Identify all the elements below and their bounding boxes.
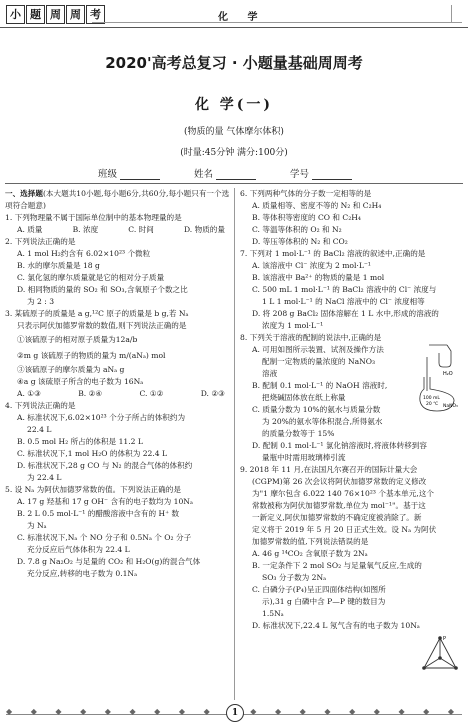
student-fields (98, 166, 352, 180)
q6-option-c[interactable]: C. 等温等体积的 O₂ 和 N₂ (252, 225, 342, 234)
question-9-cont: 常数被称为阿伏加德罗常数,单位为 mol⁻¹"。基于这 (252, 501, 426, 510)
q1-option-b[interactable]: B. 浓度 (72, 225, 99, 234)
p-atom (422, 666, 426, 670)
header-corner (451, 5, 462, 22)
column-divider (234, 188, 235, 700)
question-9-cont: 一新定义,阿伏加德罗常数的不确定度被消除了。新 (252, 513, 422, 522)
q5-option-d-cont: 充分反应,转移的电子数为 0.1Nₐ (27, 569, 138, 578)
q9-option-b-cont: SO₃ 分子数为 2Nₐ (262, 573, 327, 582)
question-1: 1. 下列物理量不属于国际单位制中的基本物理量的是 (5, 213, 182, 222)
page-footer (0, 704, 468, 724)
q8-option-d-cont: 量瓶中时需用玻璃棒引流 (262, 453, 346, 462)
question-9-cont: (CGPM)第 26 次会议将阿伏加德罗常数的定义修改 (252, 477, 427, 486)
q8-option-a[interactable]: A. 可用如图所示装置、试剂及操作方法 (252, 345, 384, 354)
q1-options (5, 224, 231, 236)
q3-options (5, 388, 231, 400)
flask-temp-label: 20 ℃ (426, 402, 439, 407)
q8-option-c[interactable]: C. 质量分数为 10%的氨水与质量分数 (252, 405, 381, 414)
q4-option-d-cont: 为 22.4 L (27, 473, 62, 482)
q4-option-d[interactable]: D. 标准状况下,28 g CO 与 N₂ 的混合气体的体积约 (17, 461, 193, 470)
h2o-label: H₂O (443, 371, 453, 377)
section-heading: 一、选择题(本大题共10小题,每小题6分,共60分,每小题只有一个选项符合题意) (5, 189, 230, 210)
q3-stmt-3: ③该硫原子的摩尔质量为 aNₐ g (17, 365, 125, 374)
time-info: (时量:45分钟 满分:100分) (180, 148, 288, 158)
q4-option-a[interactable]: A. 标准状况下,6.02×10²³ 个分子所占的体积约为 (17, 413, 186, 422)
id-label: 学号 (290, 169, 310, 180)
question-9-cont: 加德罗常数的值,下列说法错误的是 (252, 537, 369, 546)
header-rule (92, 22, 462, 23)
q3-stmt-4: ④a g 该硫原子所含的电子数为 16Nₐ (17, 377, 144, 386)
q2-option-a[interactable]: A. 1 mol H₂约含有 6.02×10²³ 个微粒 (17, 249, 151, 258)
q6-option-a[interactable]: A. 质量相等、密度不等的 N₂ 和 C₂H₄ (252, 201, 382, 210)
q6-option-b[interactable]: B. 等体积等密度的 CO 和 C₂H₄ (252, 213, 361, 222)
q9-option-a[interactable]: A. 46 g ¹⁴CO₂ 含氧原子数为 2Nₐ (252, 549, 368, 558)
left-column (5, 188, 231, 580)
name-label: 姓名 (194, 169, 214, 180)
p4-tetrahedron-figure (420, 634, 460, 674)
q2-option-d[interactable]: D. 相同物质的量的 SO₂ 和 SO₃,含氧原子个数之比 (17, 285, 188, 294)
page-subtitle: 化 学(一) (194, 97, 274, 113)
q1-option-c[interactable]: C. 时间 (128, 225, 154, 234)
question-3-cont: 只表示阿伏加德罗常数的数值,则下列说法正确的是 (17, 321, 187, 330)
p-atom (454, 666, 458, 670)
section-divider (5, 183, 463, 184)
q4-option-b[interactable]: B. 0.5 mol H₂ 所占的体积是 11.2 L (17, 437, 143, 446)
header-divider (0, 27, 468, 28)
q8-option-d[interactable]: D. 配制 0.1 mol·L⁻¹ 氯化钠溶液时,将液体转移到容 (252, 441, 427, 450)
question-8: 8. 下列关于溶液的配制的说法中,正确的是 (240, 333, 382, 342)
flask-volume-label: 100 mL (423, 396, 440, 401)
question-9: 9. 2018 年 11 月,在法国凡尔赛召开的国际计量大会 (240, 465, 418, 474)
q7-option-c-cont: 1 L 1 mol·L⁻¹ 的 NaCl 溶液中的 Cl⁻ 浓度相等 (262, 297, 425, 306)
question-4: 4. 下列说法正确的是 (5, 401, 76, 410)
q5-option-d[interactable]: D. 7.8 g Na₂O₂ 与足量的 CO₂ 和 H₂O(g)的混合气体 (17, 557, 201, 566)
question-9-cont: 定义将于 2019 年 5 月 20 日正式生效。设 Nₐ 为阿伏 (252, 525, 437, 534)
footer-ornament-right: ◆ ◆ ◆ ◆ ◆ ◆ ◆ ◆ ◆ (250, 707, 462, 716)
q8-option-c-cont: 的质量分数等于 15% (262, 429, 335, 438)
name-field[interactable] (216, 169, 256, 180)
q3-option-c[interactable]: C. ①② (139, 389, 164, 398)
q5-option-b-cont: 为 Nₐ (27, 521, 47, 530)
p-atom (438, 656, 442, 660)
q2-option-b[interactable]: B. 水的摩尔质量是 18 g (17, 261, 100, 270)
p-atom (438, 636, 442, 640)
q1-option-a[interactable]: A. 质量 (17, 225, 43, 234)
brand-char: 题 (26, 5, 45, 24)
question-3: 3. 某硫原子的质量是 a g,¹²C 原子的质量是 b g,若 Nₐ (5, 309, 189, 318)
question-5: 5. 设 Nₐ 为阿伏加德罗常数的值。下列说法正确的是 (5, 485, 181, 494)
page-header (0, 0, 468, 30)
q5-option-a[interactable]: A. 17 g 羟基和 17 g OH⁻ 含有的电子数均为 10Nₐ (17, 497, 193, 506)
q3-stmt-1: ①该硫原子的相对原子质量为12a/b (17, 335, 138, 344)
q7-option-b[interactable]: B. 该溶液中 Ba²⁺ 的物质的量是 1 mol (252, 273, 385, 282)
q9-option-c-cont: 示),31 g 白磷中含 P—P 键的数目为 (262, 597, 386, 606)
q8-option-a-cont: 溶液 (262, 369, 278, 378)
q9-option-d[interactable]: D. 标准状况下,22.4 L 氖气含有的电子数为 10Nₐ (252, 621, 420, 630)
q2-option-c[interactable]: C. 氯化氢的摩尔质量就是它的相对分子质量 (17, 273, 165, 282)
flask-apparatus-figure (417, 343, 461, 415)
question-2: 2. 下列说法正确的是 (5, 237, 76, 246)
q9-option-c[interactable]: C. 白磷分子(P₄)呈正四面体结构(如图所 (252, 585, 386, 594)
q2-option-d-cont: 为 2 : 3 (27, 297, 55, 306)
q4-option-a-cont: 22.4 L (27, 425, 52, 434)
page-number: 1 (226, 704, 244, 722)
question-9-cont: 为"1 摩尔包含 6.022 140 76×10²³ 个基本单元,这个 (252, 489, 434, 498)
p-label: P (443, 636, 447, 642)
q9-option-b[interactable]: B. 一定条件下 2 mol SO₂ 与足量氧气反应,生成的 (252, 561, 422, 570)
header-subject: 化 学 (218, 12, 266, 23)
id-field[interactable] (312, 169, 352, 180)
footer-ornament-left: ◆ ◆ ◆ ◆ ◆ ◆ ◆ ◆ ◆ (6, 707, 218, 716)
q9-option-c-cont: 1.5Nₐ (262, 609, 284, 618)
brand-char: 小 (6, 5, 25, 24)
q8-option-b[interactable]: B. 配制 0.1 mol·L⁻¹ 的 NaOH 溶液时, (252, 381, 388, 390)
brand-char: 周 (66, 5, 85, 24)
q5-option-c[interactable]: C. 标准状况下,Nₐ 个 NO 分子和 0.5Nₐ 个 O₂ 分子 (17, 533, 192, 542)
page-title: 2020'高考总复习 · 小题量基础周周考 (105, 54, 363, 72)
q7-option-a[interactable]: A. 该溶液中 Cl⁻ 浓度为 2 mol·L⁻¹ (252, 261, 371, 270)
q3-option-b[interactable]: B. ②④ (78, 389, 103, 398)
q3-stmt-2: ②m g 该硫原子的物质的量为 m/(aNₐ) mol (17, 351, 166, 360)
q1-option-d[interactable]: D. 物质的量 (183, 225, 225, 234)
q7-option-d-cont: 浓度为 1 mol·L⁻¹ (262, 321, 324, 330)
q5-option-c-cont: 充分反应后气体体积为 22.4 L (27, 545, 130, 554)
q3-option-d[interactable]: D. ②③ (200, 389, 225, 398)
topic-scope: (物质的量 气体摩尔体积) (184, 127, 284, 137)
brand-logo (6, 5, 105, 24)
q8-option-c-cont: 为 20%的氨水等体积混合,所得氨水 (262, 417, 383, 426)
class-field[interactable] (120, 169, 160, 180)
class-label: 班级 (98, 169, 118, 180)
q7-option-d[interactable]: D. 将 208 g BaCl₂ 固体溶解在 1 L 水中,形成的溶液的 (252, 309, 439, 318)
nano3-label: NaNO₃ (443, 404, 458, 409)
question-6: 6. 下列两种气体的分子数一定相等的是 (240, 189, 372, 198)
brand-char: 周 (46, 5, 65, 24)
q7-option-c[interactable]: C. 500 mL 1 mol·L⁻¹ 的 BaCl₂ 溶液中的 Cl⁻ 浓度与 (252, 285, 437, 294)
q6-option-d[interactable]: D. 等压等体积的 N₂ 和 CO₂ (252, 237, 348, 246)
wash-bottle (439, 345, 451, 367)
brand-char: 考 (86, 5, 105, 24)
question-7: 7. 下列对 1 mol·L⁻¹ 的 BaCl₂ 溶液的叙述中,正确的是 (240, 249, 426, 258)
q4-option-c[interactable]: C. 标准状况下,1 mol H₂O 的体积为 22.4 L (17, 449, 168, 458)
q8-option-b-cont: 把烧碱固体放在纸上称量 (262, 393, 346, 402)
q8-option-a-cont: 配制一定物质的量浓度的 NaNO₃ (262, 357, 376, 366)
q3-option-a[interactable]: A. ①③ (17, 389, 41, 398)
q5-option-b[interactable]: B. 2 L 0.5 mol·L⁻¹ 的醋酸溶液中含有的 H⁺ 数 (17, 509, 180, 518)
